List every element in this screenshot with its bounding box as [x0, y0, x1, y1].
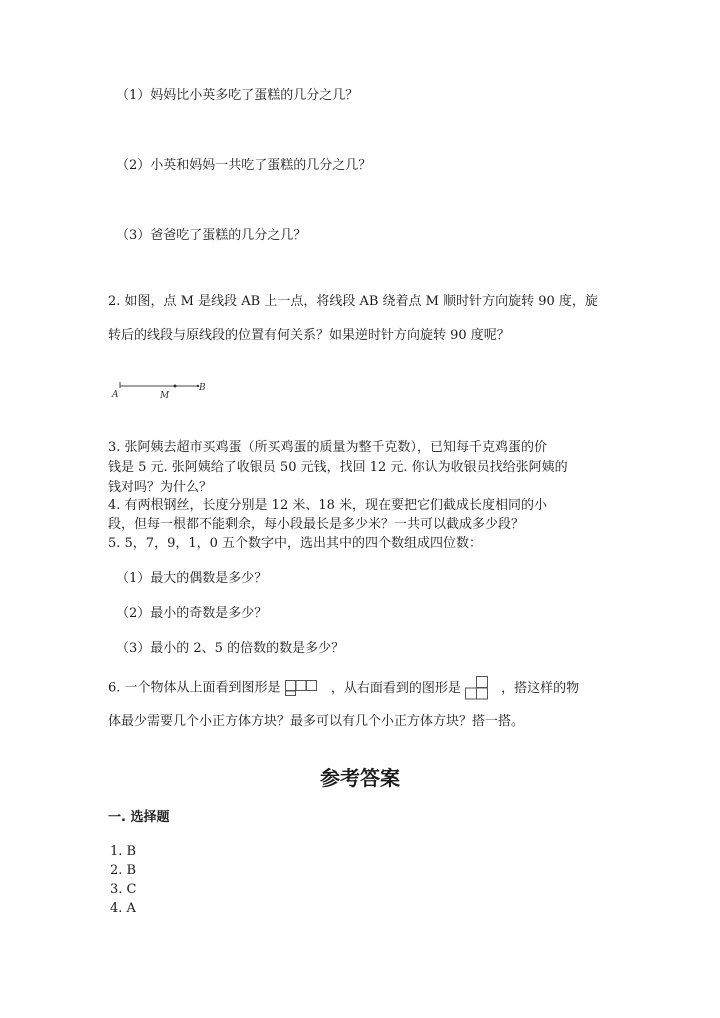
- q4-line-1: 4. 有两根钢丝，长度分别是 12 米、18 米，现在要把它们截成长度相同的小: [108, 498, 548, 513]
- q5-sub-2: （2）最小的奇数是多少？: [116, 606, 268, 621]
- q2-line-2: 转后的线段与原线段的位置有何关系？如果逆时针方向旋转 90 度呢？: [108, 328, 510, 343]
- answer-item-1: 1. B: [110, 844, 137, 859]
- q6-line-2: 体最少需要几个小正方体方块？最多可以有几个小正方体方块？搭一搭。: [108, 714, 525, 729]
- answers-title: 参考答案: [320, 766, 400, 790]
- label-b: B: [199, 383, 206, 393]
- q6-text-part-3: ，搭这样的物: [501, 680, 580, 696]
- q5-sub-3: （3）最小的 2、5 的倍数的数是多少？: [116, 641, 345, 656]
- label-m: M: [160, 391, 170, 401]
- q6-text-part-1: 6. 一个物体从上面看到图形是: [108, 680, 281, 696]
- answer-item-4: 4. A: [110, 901, 136, 916]
- q1-sub-2: （2）小英和妈妈一共吃了蛋糕的几分之几？: [116, 158, 372, 173]
- q3-line-3: 钱对吗？为什么？: [108, 480, 213, 495]
- q1-sub-1: （1）妈妈比小英多吃了蛋糕的几分之几？: [116, 88, 359, 103]
- answers-section-heading: 一. 选择题: [108, 810, 170, 825]
- q3-line-1: 3. 张阿姨去超市买鸡蛋（所买鸡蛋的质量为整千克数），已知每千克鸡蛋的价: [108, 440, 548, 455]
- q6-text-part-2: ，从右面看到的图形是: [330, 680, 461, 696]
- right-view-figure: [465, 676, 491, 700]
- q2-line-1: 2. 如图，点 M 是线段 AB 上一点，将线段 AB 绕着点 M 顺时针方向旋转 90 度，旋: [108, 294, 598, 309]
- q3-line-2: 钱是 5 元. 张阿姨给了收银员 50 元钱，找回 12 元. 你认为收银员找给张阿姨的: [108, 460, 568, 475]
- answer-item-3: 3. C: [110, 882, 137, 897]
- q1-sub-3: （3）爸爸吃了蛋糕的几分之几？: [116, 228, 307, 243]
- q6-line-1: [108, 676, 579, 700]
- segment-ab-figure: [108, 378, 218, 402]
- q5-line-1: 5. 5，7，9，1，0 五个数字中，选出其中的四个数组成四位数：: [108, 536, 483, 551]
- answer-item-2: 2. B: [110, 863, 137, 878]
- q4-line-2: 段，但每一根都不能剩余，每小段最长是多少米？一共可以截成多少段？: [108, 517, 525, 532]
- top-view-figure: [285, 680, 321, 696]
- label-a: A: [112, 390, 119, 400]
- point-m-dot: [174, 385, 177, 388]
- q5-sub-1: （1）最大的偶数是多少？: [116, 571, 268, 586]
